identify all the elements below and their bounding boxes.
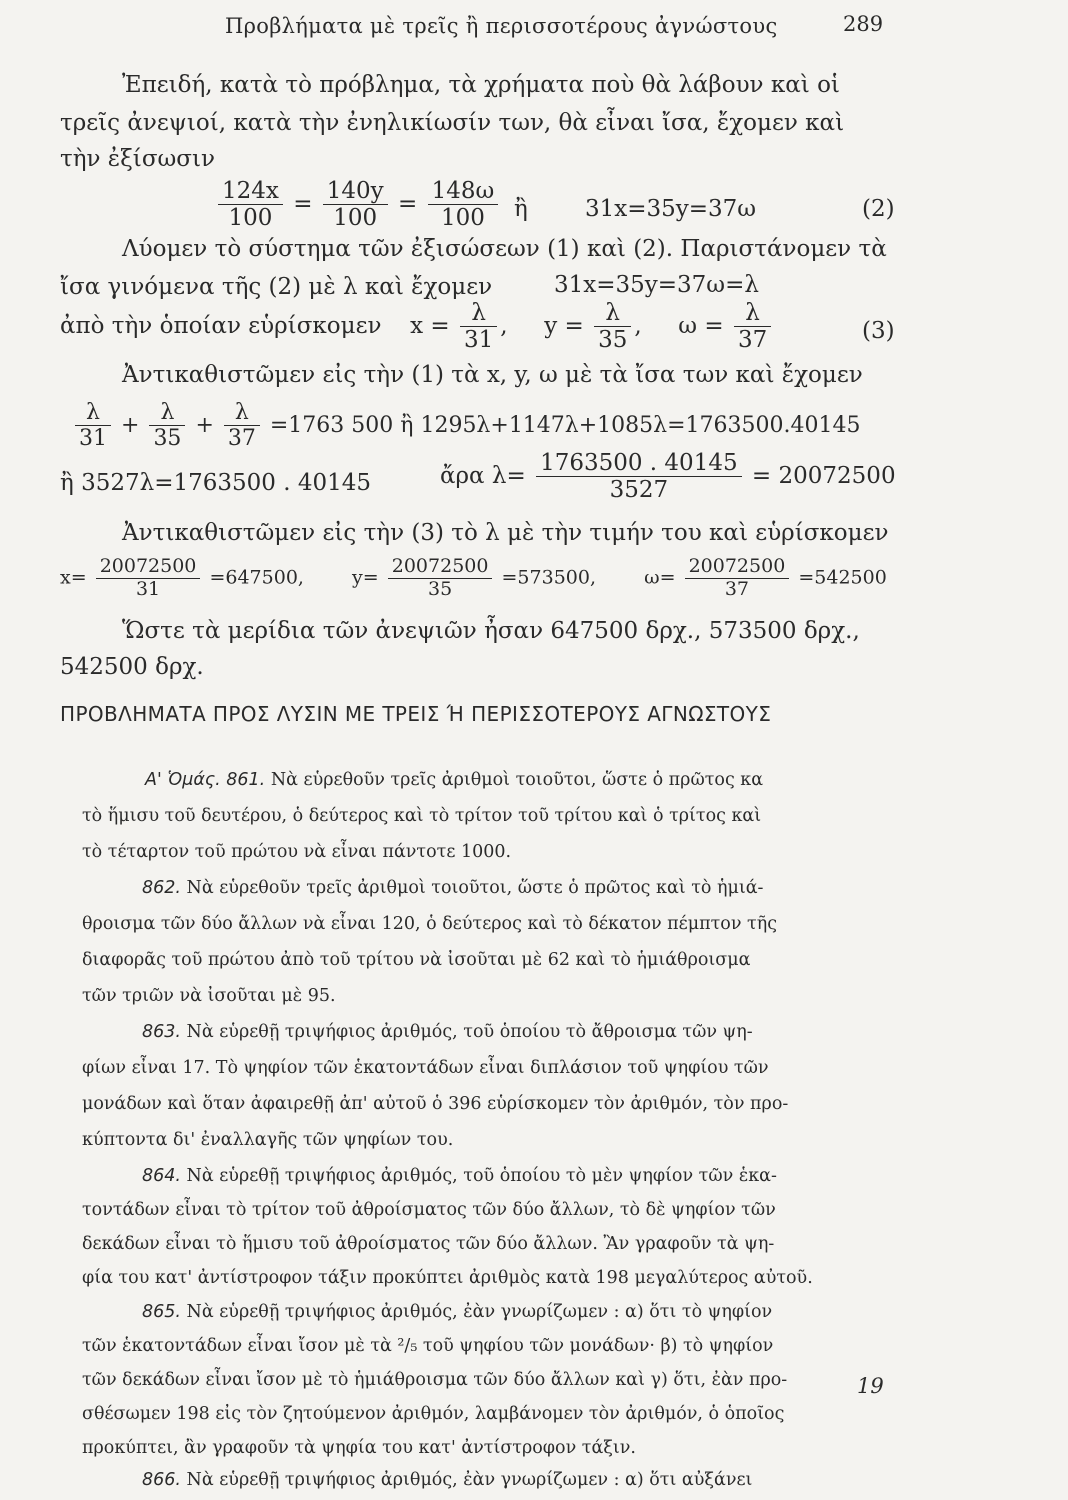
problem-line: κύπτοντα δι' ἐναλλαγῆς τῶν ψηφίων του. bbox=[82, 1130, 454, 1150]
equation-simple: 31x=35y=37ω bbox=[585, 196, 757, 222]
problem-line: φία του κατ' ἀντίστροφον τάξιν προκύπτει ἀριθμὸς κατὰ 198 μεγαλύτερος αὐτοῦ. bbox=[82, 1268, 813, 1288]
equation-label: (3) bbox=[862, 318, 895, 344]
equation-lambda: 31x=35y=37ω=λ bbox=[554, 272, 759, 298]
problem-line: θροισμα τῶν δύο ἄλλων νὰ εἶναι 120, ὁ δεύτερος καὶ τὸ δέκατον πέμπτον τῆς bbox=[82, 914, 778, 934]
signature-number: 19 bbox=[857, 1374, 884, 1398]
fraction: $\frac{\lambda}{35}$ bbox=[149, 400, 185, 452]
solution-line: Ὥστε τὰ μερίδια τῶν ἀνεψιῶν ἦσαν 647500 δρχ., 573500 δρχ., bbox=[122, 618, 860, 644]
problem-number: 866. bbox=[142, 1470, 181, 1490]
solution-line: Λύομεν τὸ σύστημα τῶν ἐξισώσεων (1) καὶ (2). Παριστάνομεν τὰ bbox=[122, 236, 887, 262]
section-title: ΠΡΟΒΛΗΜΑΤΑ ΠΡΟΣ ΛΥΣΙΝ ΜΕ ΤΡΕΙΣ Ή ΠΕΡΙΣΣΟΤΕΡΟΥΣ ΑΓΝΩΣΤΟΥΣ bbox=[60, 702, 772, 726]
problem-line: δεκάδων εἶναι τὸ ἥμισυ τοῦ ἀθροίσματος τῶν δύο ἄλλων. Ἂν γραφοῦν τὰ ψη- bbox=[82, 1234, 775, 1254]
page-number: 289 bbox=[843, 12, 884, 36]
problem-line: τῶν τριῶν νὰ ἰσοῦται μὲ 95. bbox=[82, 986, 336, 1006]
fraction: $\frac{1763500 . 40145}{3527}$ bbox=[536, 450, 742, 504]
equation-label: (2) bbox=[862, 196, 895, 222]
problem-number: 863. bbox=[142, 1022, 181, 1042]
problem-line: τῶν δεκάδων εἶναι ἴσον μὲ τὸ ἡμιάθροισμα τῶν δύο ἄλλων καὶ γ) ὅτι, ἐὰν προ- bbox=[82, 1370, 788, 1390]
equation-sum: $\frac{\lambda}{31}$ + $\frac{\lambda}{35}$ + $\frac{\lambda}{37}$ =1763 500 ἢ 1295λ+1147λ+1085λ=1763500.40145 bbox=[72, 400, 861, 452]
problem-number: 864. bbox=[142, 1166, 181, 1186]
problem-line: τοντάδων εἶναι τὸ τρίτον τοῦ ἀθροίσματος τῶν δύο ἄλλων, τὸ δὲ ψηφίον τῶν bbox=[82, 1200, 776, 1220]
solution-line: Ἐπειδή, κατὰ τὸ πρόβλημα, τὰ χρήματα ποὺ θὰ λάβουν καὶ οἱ bbox=[122, 72, 840, 98]
group-label: Α' Ὁμάς. bbox=[145, 770, 221, 790]
problem-number: 865. bbox=[142, 1302, 181, 1322]
problem-line: τῶν ἑκατοντάδων εἶναι ἴσον μὲ τὰ ²/₅ τοῦ ψηφίου τῶν μονάδων· β) τὸ ψηφίον bbox=[82, 1336, 774, 1356]
fraction: $\frac{148\omega}{100}$ bbox=[428, 178, 499, 232]
equation-results: x= $\frac{20072500}{31}$ =647500, y= $\frac{20072500}{35}$ =573500, ω= $\frac{20072500}{37}$ =542500 bbox=[60, 555, 887, 600]
problem-line: τὸ ἥμισυ τοῦ δευτέρου, ὁ δεύτερος καὶ τὸ τρίτον τοῦ τρίτου καὶ ὁ τρίτος καὶ bbox=[82, 806, 762, 826]
fraction: $\frac{124x}{100}$ bbox=[218, 178, 283, 232]
problem-line: φίων εἶναι 17. Τὸ ψηφίον τῶν ἑκατοντάδων εἶναι διπλάσιον τοῦ ψηφίου τῶν bbox=[82, 1058, 769, 1078]
solution-line: 542500 δρχ. bbox=[60, 654, 204, 680]
fraction: $\frac{20072500}{37}$ bbox=[685, 556, 790, 601]
problem-line: τὸ τέταρτον τοῦ πρώτου νὰ εἶναι πάντοτε 1000. bbox=[82, 842, 512, 862]
fraction: $\frac{\lambda}{31}$ bbox=[75, 400, 111, 452]
problem-863-line: 863. Νὰ εὑρεθῇ τριψήφιος ἀριθμός, τοῦ ὁποίου τὸ ἄθροισμα τῶν ψη- bbox=[142, 1022, 753, 1042]
solution-line: Ἀντικαθιστῶμεν εἰς τὴν (3) τὸ λ μὲ τὴν τιμήν του καὶ εὑρίσκομεν bbox=[122, 520, 889, 546]
problem-line: σθέσωμεν 198 εἰς τὸν ζητούμενον ἀριθμόν, λαμβάνομεν τὸν ἀριθμόν, ὁ ὁποῖος bbox=[82, 1404, 785, 1424]
fraction: $\frac{\lambda}{37}$ bbox=[224, 400, 260, 452]
solution-line: ἴσα γινόμενα τῆς (2) μὲ λ καὶ ἔχομεν bbox=[60, 274, 493, 300]
fraction: $\frac{\lambda}{35}$ bbox=[594, 300, 631, 354]
problem-864-line: 864. Νὰ εὑρεθῇ τριψήφιος ἀριθμός, τοῦ ὁποίου τὸ μὲν ψηφίον τῶν ἑκα- bbox=[142, 1166, 777, 1186]
problem-line: προκύπτει, ἂν γραφοῦν τὰ ψηφία του κατ' ἀντίστροφον τάξιν. bbox=[82, 1438, 636, 1458]
fraction: $\frac{\lambda}{37}$ bbox=[734, 300, 771, 354]
problem-line: διαφορᾶς τοῦ πρώτου ἀπὸ τοῦ τρίτου νὰ ἰσοῦται μὲ 62 καὶ τὸ ἡμιάθροισμα bbox=[82, 950, 751, 970]
solution-line: τρεῖς ἀνεψιοί, κατὰ τὴν ἐνηλικίωσίν των, θὰ εἶναι ἴσα, ἔχομεν καὶ bbox=[60, 110, 845, 136]
problem-number: 862. bbox=[142, 878, 181, 898]
problem-866-line: 866. Νὰ εὑρεθῇ τριψήφιος ἀριθμός, ἐὰν γνωρίζωμεν : α) ὅτι αὐξάνει bbox=[142, 1470, 753, 1490]
fraction: $\frac{20072500}{31}$ bbox=[96, 556, 201, 601]
problem-number: 861. bbox=[226, 770, 266, 790]
equation-3527: ἢ 3527λ=1763500 . 40145 bbox=[60, 470, 372, 496]
equation-3: ἀπὸ τὴν ὁποίαν εὑρίσκομεν x = $\frac{\lambda}{31}$ , y = $\frac{\lambda}{35}$ , ω = $\frac{\lambda}{37}$ bbox=[60, 300, 774, 354]
solution-line: Ἀντικαθιστῶμεν εἰς τὴν (1) τὰ x, y, ω μὲ τὰ ἴσα των καὶ ἔχομεν bbox=[122, 362, 863, 388]
running-head: Προβλήματα μὲ τρεῖς ἢ περισσοτέρους ἀγνώστους bbox=[225, 14, 778, 38]
fraction: $\frac{140y}{100}$ bbox=[323, 178, 388, 232]
fraction: $\frac{\lambda}{31}$ bbox=[460, 300, 497, 354]
problem-865-line: 865. Νὰ εὑρεθῇ τριψήφιος ἀριθμός, ἐὰν γνωρίζωμεν : α) ὅτι τὸ ψηφίον bbox=[142, 1302, 773, 1322]
equation-lambda-value: ἄρα λ= $\frac{1763500 . 40145}{3527}$ = 20072500 bbox=[440, 450, 896, 504]
solution-line: τὴν ἐξίσωσιν bbox=[60, 146, 215, 172]
problem-862-line: 862. Νὰ εὑρεθοῦν τρεῖς ἀριθμοὶ τοιοῦτοι, ὥστε ὁ πρῶτος καὶ τὸ ἡμιά- bbox=[142, 878, 764, 898]
fraction: $\frac{20072500}{35}$ bbox=[388, 556, 493, 601]
problem-line: μονάδων καὶ ὅταν ἀφαιρεθῇ ἀπ' αὐτοῦ ὁ 396 εὑρίσκομεν τὸν ἀριθμόν, τὸν προ- bbox=[82, 1094, 789, 1114]
problem-861-line: Α' Ὁμάς. 861. Νὰ εὑρεθοῦν τρεῖς ἀριθμοὶ τοιοῦτοι, ὥστε ὁ πρῶτος κα bbox=[145, 770, 764, 790]
equation-2: $\frac{124x}{100}$ = $\frac{140y}{100}$ = $\frac{148\omega}{100}$ bbox=[215, 178, 501, 232]
equation-or: ἢ bbox=[514, 196, 528, 222]
